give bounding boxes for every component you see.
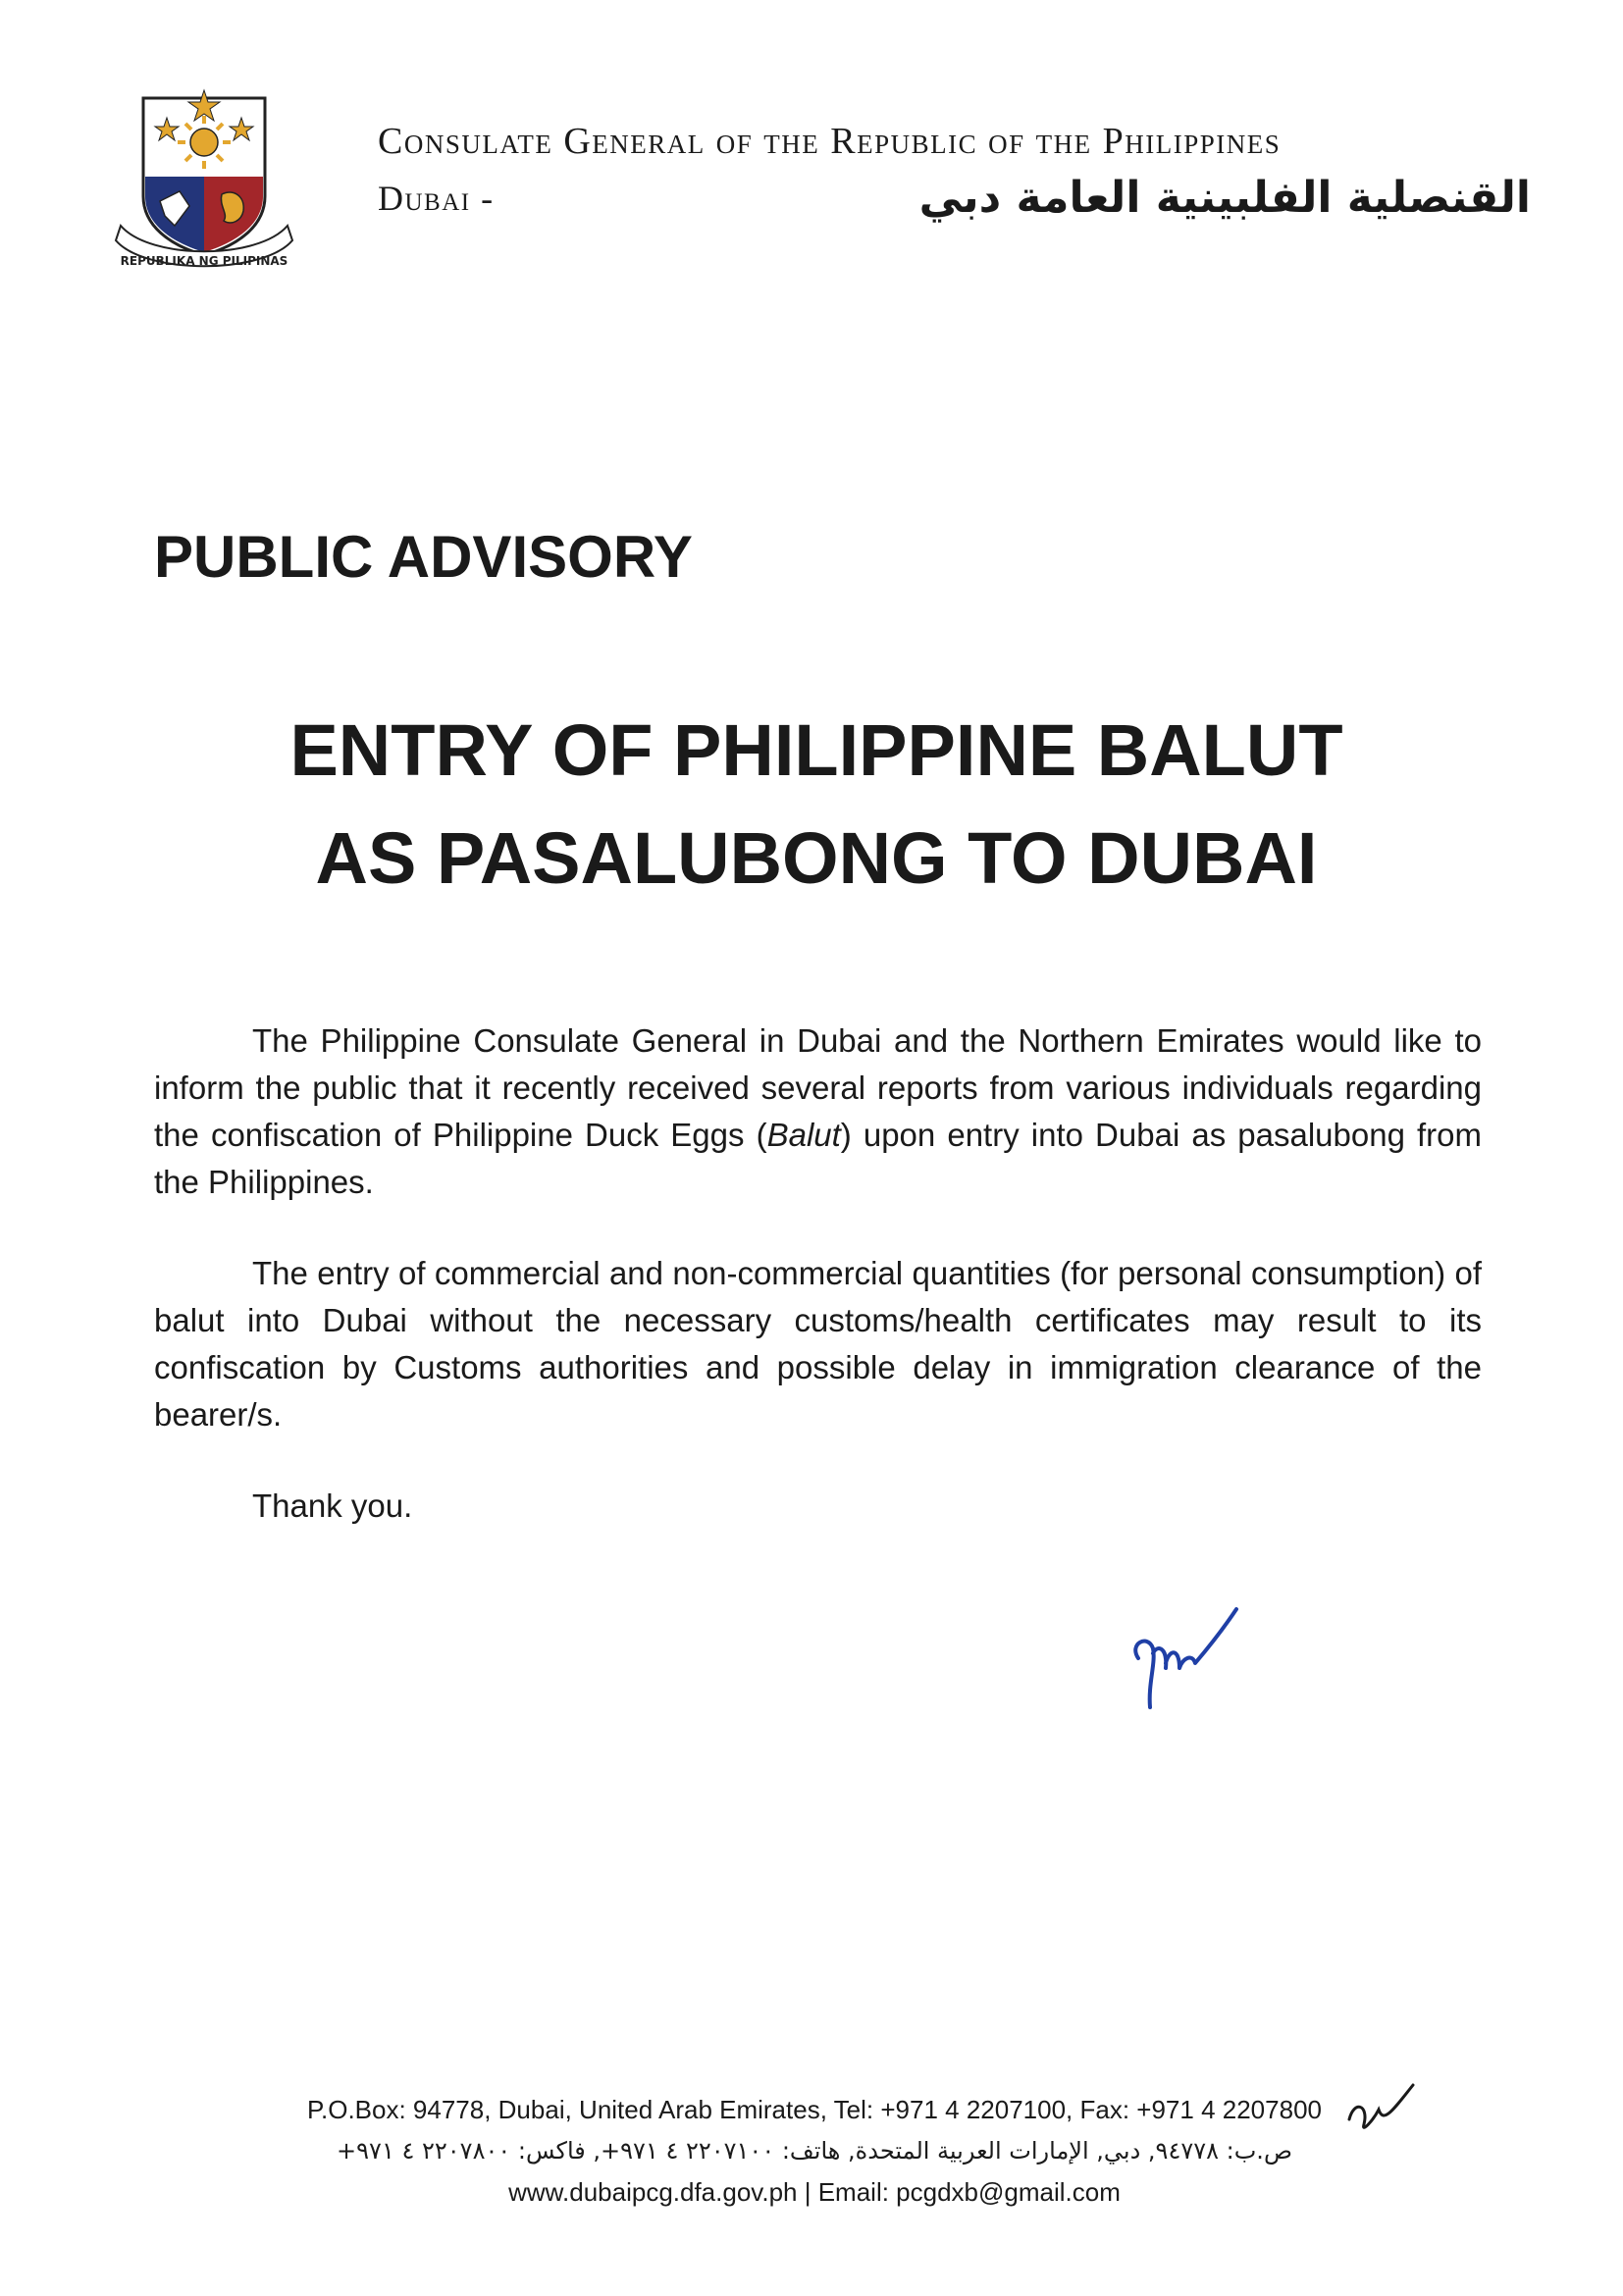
advisory-title [154, 697, 1479, 913]
title-line-2: AS PASALUBONG TO DUBAI [315, 817, 1318, 899]
philippine-seal-logo [106, 78, 302, 289]
paragraph-1 [154, 1018, 1482, 1206]
paragraph-1-start: The Philippine Consulate General in Dubai and the Northern Emirates would like to inform the public that it recently received several reports from various individuals regarding the confiscation of Philippine Duck Eggs ( [154, 1022, 1482, 1153]
handwritten-signature [1119, 1590, 1256, 1727]
initials-mark [1339, 2080, 1418, 2139]
footer-address-arabic: ص.ب: ٩٤٧٧٨, دبي, الإمارات العربية المتحدة, هاتف: ٢٢٠٧١٠٠ ٤ ٩٧١+, فاكس: ٢٢٠٧٨٠٠ ٤ ٩٧١+ [337, 2137, 1292, 2165]
document-label: PUBLIC ADVISORY [154, 524, 693, 590]
seal-motto: REPUBLIKA NG PILIPINAS [120, 254, 288, 268]
letterhead [378, 120, 1531, 223]
letterhead-row [378, 173, 1531, 223]
balut-term: Balut [766, 1117, 841, 1153]
paragraph-1-end: ) upon entry into Dubai as pasalubong from the Philippines. [154, 1117, 1482, 1200]
footer-web-email: www.dubaipcg.dfa.gov.ph | Email: pcgdxb@gmail.com [508, 2177, 1121, 2207]
advisory-body [154, 1018, 1482, 1574]
closing: Thank you. [252, 1487, 413, 1524]
consulate-city: Dubai - [378, 178, 495, 218]
letterhead-footer [128, 2090, 1501, 2212]
paragraph-2: The entry of commercial and non-commercial quantities (for personal consumption) of balut into Dubai without the necessary customs/health certificates may result to its confiscation by Customs authorities and possible delay in immigration clearance of the bearer/s. [154, 1255, 1482, 1433]
consulate-title-arabic: القنصلية الفلبينية العامة دبي [918, 173, 1531, 223]
footer-address: P.O.Box: 94778, Dubai, United Arab Emirates, Tel: +971 4 2207100, Fax: +971 4 2207800 [307, 2095, 1322, 2124]
consulate-title: Consulate General of the Republic of the Philippines [378, 121, 1282, 162]
title-line-1: ENTRY OF PHILIPPINE BALUT [289, 709, 1343, 791]
